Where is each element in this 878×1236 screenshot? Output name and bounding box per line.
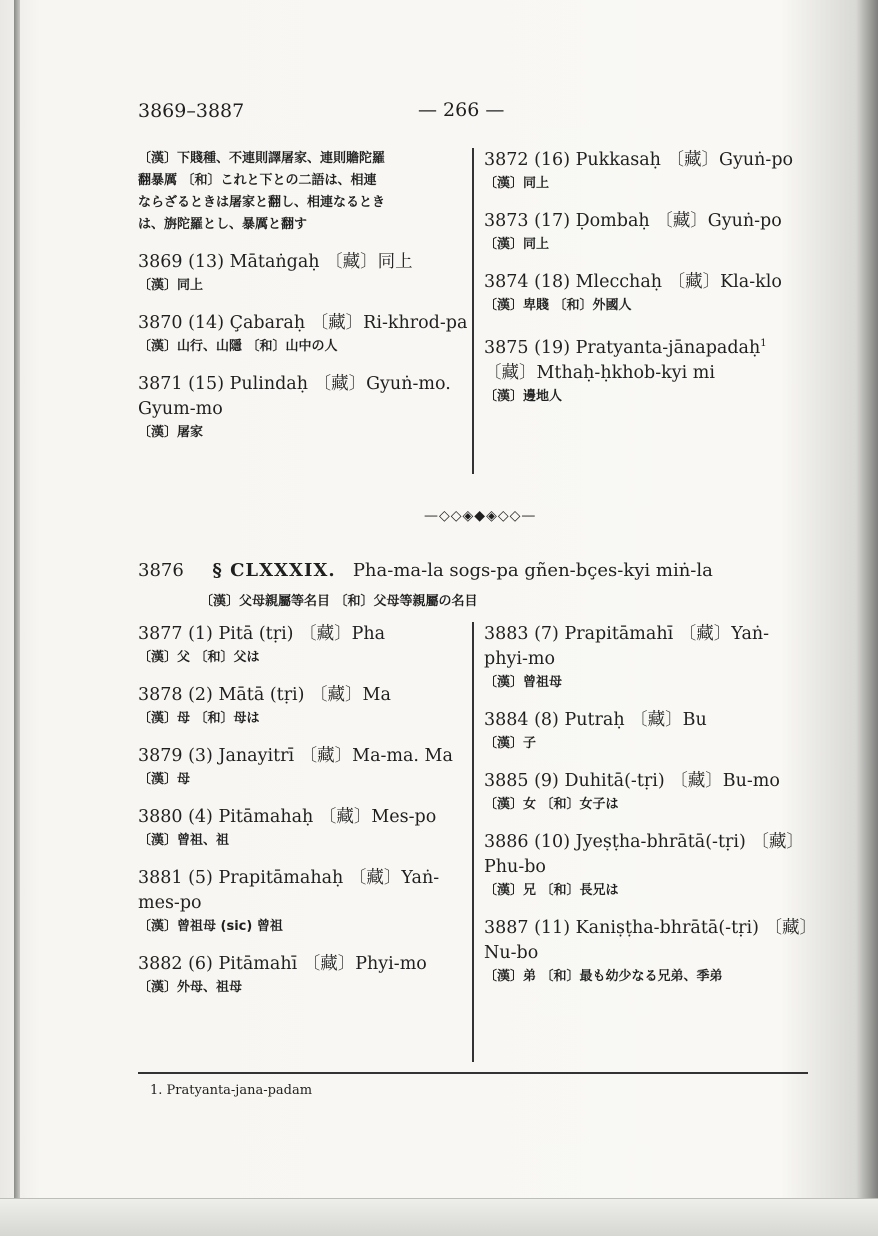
dictionary-entry (484, 830, 814, 902)
entry-translation-line: 〔漢〕女 〔和〕女子は (484, 797, 619, 812)
footnote-rule (138, 1072, 808, 1074)
entry-translation-line: 〔漢〕母 〔和〕母は (138, 711, 260, 726)
entry-text-line: 3884 (8) Putraḥ 〔藏〕Bu (484, 710, 707, 730)
entry-range: 3869–3887 (138, 100, 245, 122)
column-divider-bottom (472, 622, 474, 1062)
entry-gap (138, 791, 468, 805)
dictionary-entry (484, 209, 814, 256)
entry-translation-line: 〔漢〕曾祖母 (sic) 曾祖 (138, 919, 283, 934)
entry-gap (484, 195, 814, 209)
entry-text-line: 3875 (19) Pratyanta-jānapadaḥ$^1$ (484, 337, 767, 358)
dictionary-entry (138, 250, 468, 297)
entry-translation-line: 〔漢〕父 〔和〕父は (138, 650, 260, 665)
entry-translation-line: 〔漢〕屠家 (138, 425, 204, 440)
entry-translation-line: 〔漢〕曾祖母 (484, 675, 563, 690)
entry-text-line: Gyum-mo (138, 399, 223, 419)
page-bottom-edge (0, 1198, 878, 1236)
entry-translation-line: 〔漢〕同上 (138, 278, 204, 293)
entry-text-line: 3879 (3) Janayitrī 〔藏〕Ma-ma. Ma (138, 746, 453, 766)
dictionary-entry (138, 148, 468, 236)
entry-translation-line: 〔漢〕外母、祖母 (138, 980, 243, 995)
entry-translation-line: 〔漢〕曾祖、祖 (138, 833, 230, 848)
dictionary-entry (138, 866, 468, 938)
entry-translation-line: 翻暴厲 〔和〕これと下との二語は、相連 (138, 173, 377, 188)
entry-gap (484, 755, 814, 769)
section-tibetan-title: Pha-ma-la sogs-pa gñen-bçes-kyi miṅ-la (352, 560, 713, 581)
entry-translation-line: 〔漢〕下賤種、不連則譯屠家、連則贍陀羅 (138, 151, 386, 166)
dictionary-entry (138, 311, 468, 358)
page-number: — 266 — (418, 99, 505, 121)
entry-translation-line: 〔漢〕同上 (484, 176, 550, 191)
dictionary-entry (138, 683, 468, 730)
entry-gap (138, 358, 468, 372)
entry-translation-line: ならざるときは屠家と翻し、相連なるとき (138, 195, 386, 210)
dictionary-entry (484, 916, 817, 988)
dictionary-entry (484, 708, 814, 755)
entry-gap (484, 816, 814, 830)
entry-gap (484, 694, 814, 708)
column-divider-top (472, 148, 474, 474)
entry-translation-line: 〔漢〕母 (138, 772, 191, 787)
entry-text-line: 3887 (11) Kaniṣṭha-bhrātā(-tṛi) 〔藏〕 (484, 918, 817, 938)
entry-text-line: phyi-mo (484, 649, 555, 669)
entry-translation-line: 〔漢〕卑賤 〔和〕外國人 (484, 298, 632, 313)
bottom-left-column (138, 622, 468, 999)
dictionary-entry (138, 744, 468, 791)
section-title: § CLXXXIX. (212, 560, 336, 581)
entry-text-line: 3883 (7) Prapitāmahī 〔藏〕Yaṅ- (484, 624, 770, 644)
dictionary-entry (138, 372, 468, 444)
entry-text-line: mes-po (138, 893, 202, 913)
section-subtitle: 〔漢〕父母親屬等名目 〔和〕父母等親屬の名目 (200, 594, 478, 609)
entry-gap (138, 938, 468, 952)
entry-text-line: Phu-bo (484, 857, 546, 877)
section-number: 3876 (138, 560, 184, 581)
bottom-right-column (484, 622, 817, 988)
entry-translation-line: は、旃陀羅とし、暴厲と翻す (138, 217, 308, 232)
entry-text-line: 3877 (1) Pitā (tṛi) 〔藏〕Pha (138, 624, 386, 644)
dictionary-entry (484, 270, 814, 317)
entry-text-line: 3882 (6) Pitāmahī 〔藏〕Phyi-mo (138, 954, 427, 974)
section-ornament: —◇◇◈◆◈◇◇— (424, 508, 537, 524)
entry-translation-line: 〔漢〕山行、山隱 〔和〕山中の人 (138, 339, 338, 354)
entry-translation-line: 〔漢〕兄 〔和〕長兄は (484, 883, 619, 898)
entry-gap (138, 236, 468, 250)
top-left-column (138, 148, 468, 444)
dictionary-entry (484, 769, 814, 816)
dictionary-entry (138, 805, 468, 852)
entry-text-line: 3885 (9) Duhitā(-tṛi) 〔藏〕Bu-mo (484, 771, 780, 791)
entry-text-line: 3872 (16) Pukkasaḥ 〔藏〕Gyuṅ-po (484, 150, 794, 170)
entry-gap (138, 669, 468, 683)
dictionary-entry (484, 331, 814, 408)
entry-gap (138, 297, 468, 311)
entry-text-line: 3869 (13) Mātaṅgaḥ 〔藏〕同上 (138, 252, 413, 272)
entry-text-line: 3870 (14) Çabaraḥ 〔藏〕Ri-khrod-pa (138, 313, 468, 333)
entry-text-line: 3880 (4) Pitāmahaḥ 〔藏〕Mes-po (138, 807, 437, 827)
entry-gap (138, 730, 468, 744)
entry-text-line: 3878 (2) Mātā (tṛi) 〔藏〕Ma (138, 685, 391, 705)
dictionary-entry (484, 622, 814, 694)
page-edge-shadow (856, 0, 878, 1235)
dictionary-entry (138, 952, 468, 999)
entry-text-line: 3886 (10) Jyeṣṭha-bhrātā(-tṛi) 〔藏〕 (484, 832, 804, 852)
entry-gap (484, 317, 814, 331)
entry-gap (138, 852, 468, 866)
entry-translation-line: 〔漢〕子 (484, 736, 537, 751)
footnote-marker: 1 (760, 338, 767, 349)
entry-translation-line: 〔漢〕同上 (484, 237, 550, 252)
entry-gap (484, 902, 814, 916)
entry-text-line: 3881 (5) Prapitāmahaḥ 〔藏〕Yaṅ- (138, 868, 440, 888)
top-right-column (484, 148, 814, 408)
entry-translation-line: 〔漢〕邊地人 (484, 388, 563, 404)
dictionary-entry (138, 622, 468, 669)
section-heading (138, 560, 713, 581)
entry-text-line: 3871 (15) Pulindaḥ 〔藏〕Gyuṅ-mo. (138, 374, 451, 394)
footnote: 1. Pratyanta-jana-padam (150, 1083, 313, 1098)
entry-text-line: 3873 (17) Ḍombaḥ 〔藏〕Gyuṅ-po (484, 211, 782, 231)
dictionary-entry (484, 148, 814, 195)
entry-text-line: 〔藏〕Mthaḥ-ḥkhob-kyi mi (484, 362, 715, 383)
entry-text-line: 3874 (18) Mlecchaḥ 〔藏〕Kla-klo (484, 272, 782, 292)
entry-gap (484, 256, 814, 270)
entry-text-line: Nu-bo (484, 943, 539, 963)
entry-translation-line: 〔漢〕弟 〔和〕最も幼少なる兄弟、季弟 (484, 969, 723, 984)
page-binding-shadow (14, 0, 20, 1235)
